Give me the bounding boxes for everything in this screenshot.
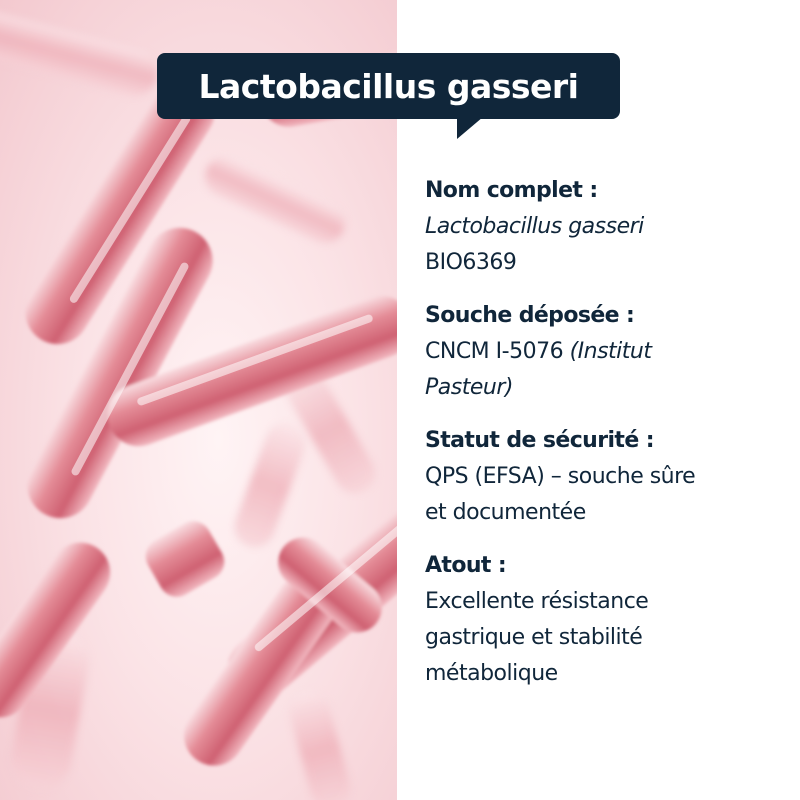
info-line [425, 656, 785, 692]
info-line [425, 209, 785, 245]
info-line [425, 620, 785, 656]
info-line [425, 334, 785, 370]
info-heading: Souche déposée : [425, 303, 635, 328]
info-section [425, 548, 785, 692]
info-heading: Statut de sécurité : [425, 428, 654, 453]
info-text: métabolique [425, 661, 558, 686]
speech-bubble-tail [457, 117, 483, 139]
info-line [425, 584, 785, 620]
bacteria-rods-graphic [0, 0, 397, 800]
info-line [425, 495, 785, 531]
info-line [425, 370, 785, 406]
info-section [425, 423, 785, 531]
info-text: CNCM I-5076 [425, 339, 570, 364]
info-text: Lactobacillus gasseri [425, 214, 644, 239]
info-section [425, 173, 785, 281]
bacteria-illustration [0, 0, 397, 800]
info-list [425, 173, 785, 709]
page-title: Lactobacillus gasseri [198, 66, 579, 106]
info-line [425, 245, 785, 281]
info-heading: Nom complet : [425, 178, 598, 203]
info-line [425, 459, 785, 495]
info-text: et documentée [425, 500, 586, 525]
info-text: gastrique et stabilité [425, 625, 643, 650]
info-heading: Atout : [425, 553, 507, 578]
title-bubble [157, 53, 620, 119]
info-text: BIO6369 [425, 250, 517, 275]
info-text: QPS (EFSA) – souche sûre [425, 464, 696, 489]
info-section [425, 298, 785, 406]
info-text: (Institut [569, 339, 652, 364]
info-text: Excellente résistance [425, 589, 649, 614]
info-text: Pasteur) [425, 375, 513, 400]
